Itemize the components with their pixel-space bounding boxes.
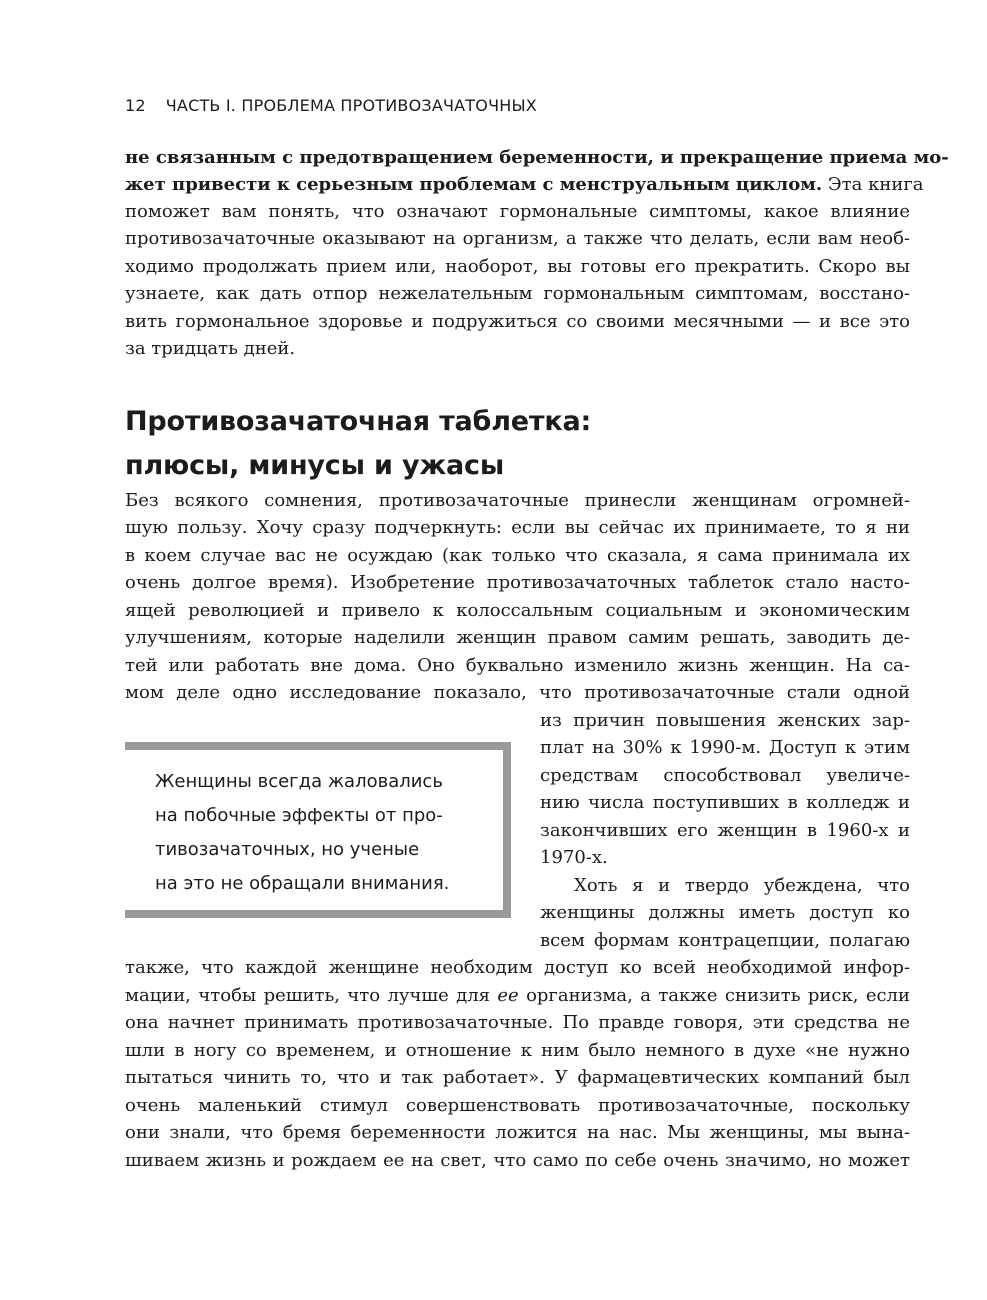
body-line: женщины должны иметь доступ ко: [540, 902, 910, 923]
body-line: шиваем жизнь и рождаем ее на свет, что само по себе очень значимо, но может: [125, 1150, 910, 1171]
intro-line: поможет вам понять, что означают гормональные симптомы, какое влияние: [125, 201, 910, 222]
pull-quote-line: на побочные эффекты от про-: [155, 805, 443, 826]
section-heading-line: плюсы, минусы и ужасы: [125, 450, 505, 481]
body-line: Без всякого сомнения, противозачаточные принесли женщинам огромней-: [125, 490, 910, 511]
body-line: улучшениям, которые наделили женщин правом самим решать, заводить де-: [125, 627, 910, 648]
body-line: очень долгое время). Изобретение противозачаточных таблеток стало насто-: [125, 572, 910, 593]
body-line: ящей революцией и привело к колоссальным социальным и экономическим: [125, 600, 910, 621]
pull-quote-line: Женщины всегда жаловались: [155, 771, 443, 792]
page-number: 12: [125, 96, 146, 115]
body-line: также, что каждой женщине необходим доступ ко всей необходимой инфор-: [125, 957, 910, 978]
pull-quote-line: на это не обращали внимания.: [155, 873, 450, 894]
intro-text: Эта книга: [822, 174, 924, 195]
intro-line: вить гормональное здоровье и подружиться со своими месячными — и все это: [125, 311, 910, 332]
section-heading: [125, 400, 591, 488]
body-line: закончивших его женщин в 1960-х и: [540, 820, 910, 841]
body-line: тей или работать вне дома. Оно буквально изменило жизнь женщин. На са-: [125, 655, 910, 676]
intro-line: узнаете, как дать отпор нежелательным гормональным симптомам, восстано-: [125, 283, 910, 304]
intro-line: [125, 174, 924, 195]
body-line: шую пользу. Хочу сразу подчеркнуть: если вы сейчас их принимаете, то я ни: [125, 517, 910, 538]
body-line: мом деле одно исследование показало, что противозачаточные стали одной: [125, 682, 910, 703]
body-line: всем формам контрацепции, полагаю: [540, 930, 910, 951]
body-line: в коем случае вас не осуждаю (как только что сказала, я сама принимала их: [125, 545, 910, 566]
body-line: она начнет принимать противозачаточные. По правде говоря, эти средства не: [125, 1012, 910, 1033]
intro-line: противозачаточные оказывают на организм, а также что делать, если вам необ-: [125, 228, 910, 249]
body-line: 1970-х.: [540, 847, 608, 868]
running-head: [125, 96, 537, 115]
pull-quote-line: тивозачаточных, но ученые: [155, 839, 420, 860]
intro-line: [125, 147, 949, 168]
emphasis-text: ее: [497, 985, 519, 1006]
body-line: Хоть я и твердо убеждена, что: [574, 875, 910, 896]
body-line: нию числа поступивших в колледж и: [540, 792, 910, 813]
body-line: шли в ногу со временем, и отношение к ним было немного в духе «не нужно: [125, 1040, 910, 1061]
intro-line: ходимо продолжать прием или, наоборот, вы готовы его прекратить. Скоро вы: [125, 256, 910, 277]
body-line: очень маленький стимул совершенствовать противозачаточные, поскольку: [125, 1095, 910, 1116]
body-text: мации, чтобы решить, что лучше для: [125, 985, 498, 1006]
body-line: средствам способствовал увеличе-: [540, 765, 910, 786]
intro-bold-text: жет привести к серьезным проблемам с менструальным циклом.: [125, 174, 823, 195]
body-line: из причин повышения женских зар-: [540, 710, 910, 731]
body-line: они знали, что бремя беременности ложится на нас. Мы женщины, мы вына-: [125, 1122, 910, 1143]
running-head-title: ЧАСТЬ I. ПРОБЛЕМА ПРОТИВОЗАЧАТОЧНЫХ: [165, 96, 537, 115]
body-line: [125, 985, 910, 1006]
body-line: плат на 30% к 1990-м. Доступ к этим: [540, 737, 910, 758]
pull-quote: [125, 742, 511, 918]
section-heading-line: Противозачаточная таблетка:: [125, 406, 592, 437]
body-text: организма, а также снизить риск, если: [518, 985, 910, 1006]
intro-line: за тридцать дней.: [125, 338, 296, 359]
intro-bold-text: не связанным с предотвращением беременности, и прекращение приема мо-: [125, 147, 949, 168]
body-line: пытаться чинить то, что и так работает». У фармацевтических компаний был: [125, 1067, 910, 1088]
